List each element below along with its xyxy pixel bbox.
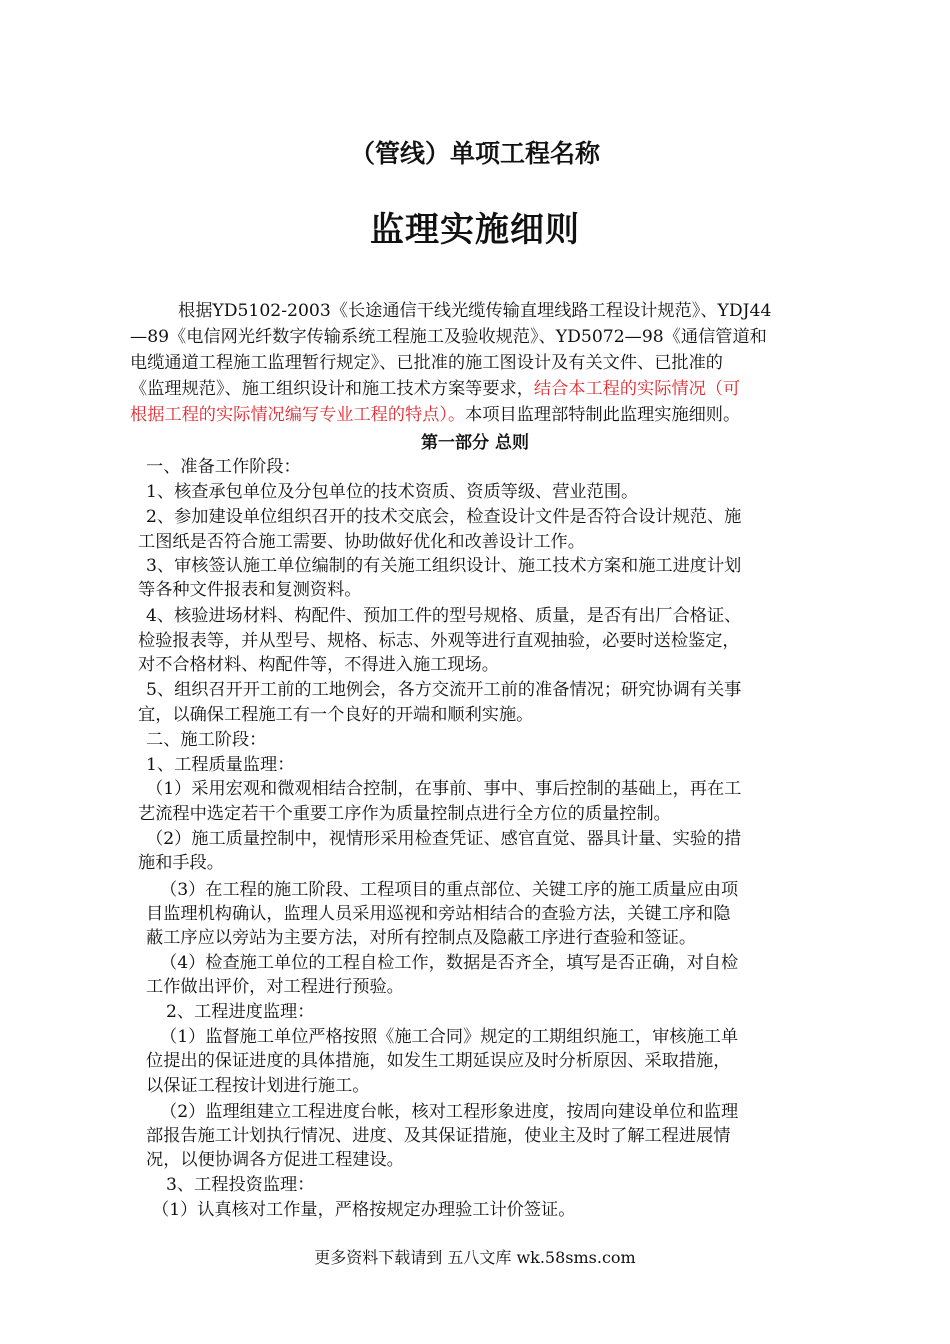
- body-line: 工作做出评价，对工程进行预验。: [146, 977, 404, 997]
- body-line: 况，以便协调各方促进工程建设。: [146, 1150, 404, 1170]
- body-line: 等各种文件报表和复测资料。: [138, 580, 362, 600]
- intro-line-2: —89《电信网光纤数字传输系统工程施工及验收规范》、YD5072—98《通信管道和: [130, 327, 767, 347]
- body-line: 以保证工程按计划进行施工。: [146, 1076, 370, 1096]
- body-line: 5、组织召开开工前的工地例会，各方交流开工前的准备情况；研究协调有关事: [146, 680, 742, 700]
- body-line: 工图纸是否符合施工需要、协助做好优化和改善设计工作。: [138, 532, 585, 552]
- body-line: （2）监理组建立工程进度台帐，核对工程形象进度，按周向建设单位和监理: [160, 1102, 739, 1122]
- document-title: 监理实施细则: [370, 210, 580, 250]
- body-line: （2）施工质量控制中，视情形采用检查凭证、感官直觉、器具计量、实验的措: [146, 829, 742, 849]
- body-line: 目监理机构确认，监理人员采用巡视和旁站相结合的查验方法，关键工序和隐: [146, 904, 731, 924]
- body-line: 艺流程中选定若干个重要工序作为质量控制点进行全方位的质量控制。: [138, 804, 671, 824]
- body-line: 4、核验进场材料、构配件、预加工件的型号规格、质量，是否有出厂合格证、: [146, 606, 742, 626]
- body-line: 1、核查承包单位及分包单位的技术资质、资质等级、营业范围。: [146, 482, 639, 502]
- intro-line-1: 根据YD5102-2003《长途通信干线光缆传输直埋线路工程设计规范》、YDJ44: [178, 301, 772, 321]
- body-line: 检验报表等，并从型号、规格、标志、外观等进行直观抽验，必要时送检鉴定，: [138, 631, 740, 651]
- body-line: （1）认真核对工作量，严格按规定办理验工计价签证。: [152, 1200, 576, 1220]
- intro-line-5: [130, 402, 740, 428]
- body-line: （1）监督施工单位严格按照《施工合同》规定的工期组织施工，审核施工单: [160, 1027, 739, 1047]
- intro-line-5-text: 本项目监理部特制此监理实施细则。: [465, 405, 741, 425]
- body-line: 2、工程进度监理：: [166, 1002, 315, 1022]
- intro-line-4-text: 《监理规范》、施工组织设计和施工技术方案等要求，: [130, 379, 534, 399]
- intro-line-4: [130, 376, 740, 402]
- intro-line-3: 电缆通道工程施工监理暂行规定》、已批准的施工图设计及有关文件、已批准的: [130, 353, 723, 373]
- document-subtitle: （管线）单项工程名称: [349, 139, 600, 168]
- body-line: 蔽工序应以旁站为主要方法，对所有控制点及隐蔽工序进行查验和签证。: [146, 928, 697, 948]
- body-line: （3）在工程的施工阶段、工程项目的重点部位、关键工序的施工质量应由项: [160, 880, 739, 900]
- body-line: 对不合格材料、构配件等，不得进入施工现场。: [138, 655, 499, 675]
- body-line: 一、准备工作阶段：: [146, 457, 301, 477]
- body-line: 宜，以确保工程施工有一个良好的开端和顺利实施。: [138, 705, 534, 725]
- body-line: 位提出的保证进度的具体措施，如发生工期延误应及时分析原因、采取措施，: [146, 1051, 731, 1071]
- body-line: 2、参加建设单位组织召开的技术交底会，检查设计文件是否符合设计规范、施: [146, 507, 742, 527]
- part1-heading: 第一部分 总则: [421, 433, 529, 453]
- body-line: （4）检查施工单位的工程自检工作，数据是否齐全，填写是否正确，对自检: [160, 953, 739, 973]
- body-line: 施和手段。: [138, 853, 224, 873]
- body-line: 二、施工阶段：: [146, 730, 267, 750]
- intro-highlight-1: 结合本工程的实际情况（可: [533, 379, 741, 399]
- body-line: 部报告施工计划执行情况、进度、及其保证措施，使业主及时了解工程进展情: [146, 1126, 731, 1146]
- intro-highlight-2: 根据工程的实际情况编写专业工程的特点）。: [130, 405, 466, 425]
- body-line: 3、审核签认施工单位编制的有关施工组织设计、施工技术方案和施工进度计划: [146, 556, 742, 576]
- footer-note: 更多资料下载请到 五八文库 wk.58sms.com: [314, 1248, 636, 1267]
- body-line: 1、工程质量监理：: [146, 755, 295, 775]
- body-line: （1）采用宏观和微观相结合控制，在事前、事中、事后控制的基础上，再在工: [146, 779, 742, 799]
- body-line: 3、工程投资监理：: [166, 1175, 315, 1195]
